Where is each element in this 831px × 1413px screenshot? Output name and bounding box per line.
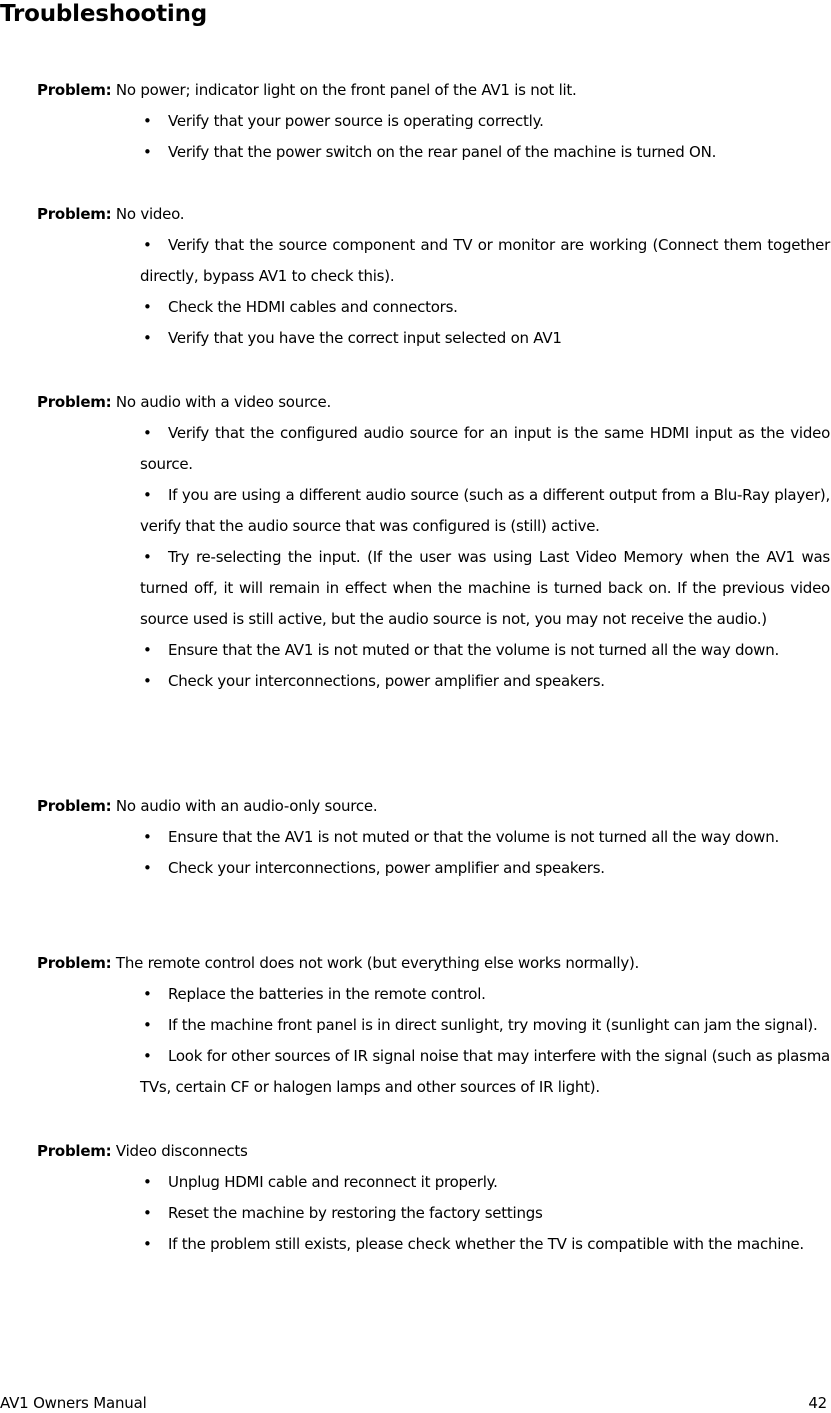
list-item <box>140 1229 830 1260</box>
bullet-icon <box>140 418 168 449</box>
list-item-text: Verify that the power switch on the rear panel of the machine is turned ON. <box>168 143 717 161</box>
bullet-icon <box>140 853 168 884</box>
bullet-icon <box>140 1010 168 1041</box>
list-item-text: If the machine front panel is in direct sunlight, try moving it (sunlight can jam the signal). <box>168 1016 818 1034</box>
list-item <box>140 1198 830 1229</box>
bullet-icon <box>140 979 168 1010</box>
problem-label: Problem: <box>37 393 112 411</box>
bullet-icon <box>140 480 168 511</box>
list-item <box>140 853 830 884</box>
list-item <box>140 106 830 137</box>
bullet-icon <box>140 822 168 853</box>
bullet-icon <box>140 106 168 137</box>
list-item <box>140 480 830 542</box>
list-item-text: Try re-selecting the input. (If the user was using Last Video Memory when the AV1 was turned off, it will remain in effect when the machine is turned back on. If the previous video source used is still active, but the audio source is not, you may not receive the audio.) <box>140 548 830 628</box>
bullet-icon <box>140 1198 168 1229</box>
problem-label: Problem: <box>37 1142 112 1160</box>
bullet-icon <box>140 1041 168 1072</box>
problem-text: No audio with an audio-only source. <box>115 797 378 815</box>
list-item-text: Check your interconnections, power amplifier and speakers. <box>168 859 605 877</box>
page-title: Troubleshooting <box>0 1 208 27</box>
problem-label: Problem: <box>37 205 112 223</box>
list-item-text: If the problem still exists, please check whether the TV is compatible with the machine. <box>168 1235 804 1253</box>
problem-heading <box>37 204 831 224</box>
list-item-text: Verify that the source component and TV or monitor are working (Connect them together directly, bypass AV1 to check this). <box>140 236 830 285</box>
list-item-text: Verify that your power source is operating correctly. <box>168 112 544 130</box>
list-item <box>140 323 830 354</box>
list-item-text: Reset the machine by restoring the factory settings <box>168 1204 543 1222</box>
solution-list <box>140 1167 830 1260</box>
list-item-text: Look for other sources of IR signal noise that may interfere with the signal (such as plasma TVs, certain CF or halogen lamps and other sources of IR light). <box>140 1047 830 1096</box>
bullet-icon <box>140 542 168 573</box>
list-item <box>140 1041 830 1103</box>
problem-text: Video disconnects <box>115 1142 248 1160</box>
list-item <box>140 418 830 480</box>
problem-heading <box>37 796 831 816</box>
list-item <box>140 979 830 1010</box>
list-item-text: Unplug HDMI cable and reconnect it properly. <box>168 1173 498 1191</box>
bullet-icon <box>140 323 168 354</box>
problem-heading <box>37 953 831 973</box>
footer-manual-name: AV1 Owners Manual <box>0 1394 147 1412</box>
list-item <box>140 230 830 292</box>
solution-list <box>140 230 830 354</box>
problem-label: Problem: <box>37 954 112 972</box>
list-item <box>140 822 830 853</box>
problem-text: The remote control does not work (but everything else works normally). <box>115 954 640 972</box>
problem-heading <box>37 1141 831 1161</box>
list-item-text: Verify that you have the correct input selected on AV1 <box>168 329 562 347</box>
footer-page-number: 42 <box>808 1394 827 1412</box>
list-item <box>140 1167 830 1198</box>
list-item <box>140 137 830 168</box>
list-item-text: If you are using a different audio source (such as a different output from a Blu-Ray player), verify that the audio source that was configured is (still) active. <box>140 486 830 535</box>
list-item <box>140 542 830 635</box>
bullet-icon <box>140 1229 168 1260</box>
problem-text: No power; indicator light on the front panel of the AV1 is not lit. <box>115 81 577 99</box>
list-item <box>140 635 830 666</box>
bullet-icon <box>140 1167 168 1198</box>
solution-list <box>140 106 830 168</box>
list-item-text: Verify that the configured audio source for an input is the same HDMI input as the video source. <box>140 424 830 473</box>
list-item-text: Ensure that the AV1 is not muted or that the volume is not turned all the way down. <box>168 828 779 846</box>
list-item-text: Replace the batteries in the remote control. <box>168 985 486 1003</box>
problem-text: No video. <box>115 205 185 223</box>
problem-label: Problem: <box>37 797 112 815</box>
solution-list <box>140 418 830 697</box>
problem-heading <box>37 392 831 412</box>
list-item-text: Check your interconnections, power amplifier and speakers. <box>168 672 605 690</box>
list-item <box>140 1010 830 1041</box>
solution-list <box>140 979 830 1103</box>
bullet-icon <box>140 635 168 666</box>
problem-text: No audio with a video source. <box>115 393 332 411</box>
bullet-icon <box>140 230 168 261</box>
solution-list <box>140 822 830 884</box>
problem-heading <box>37 80 831 100</box>
problem-label: Problem: <box>37 81 112 99</box>
list-item-text: Ensure that the AV1 is not muted or that the volume is not turned all the way down. <box>168 641 779 659</box>
bullet-icon <box>140 137 168 168</box>
list-item <box>140 666 830 697</box>
bullet-icon <box>140 666 168 697</box>
bullet-icon <box>140 292 168 323</box>
list-item <box>140 292 830 323</box>
list-item-text: Check the HDMI cables and connectors. <box>168 298 458 316</box>
